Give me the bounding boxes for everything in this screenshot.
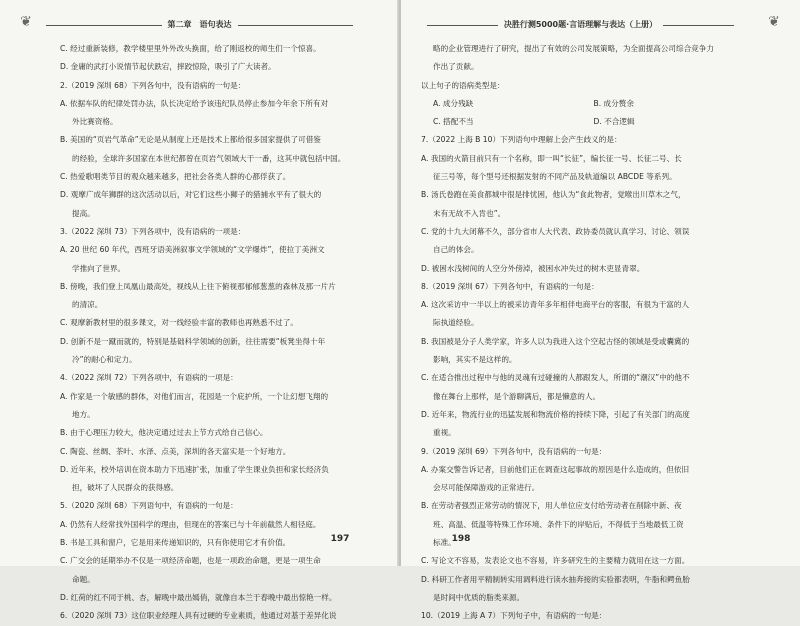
text-line: 会尽可能保障游戏的正常进行。 [433,483,540,493]
text-line: D. 近年来，物流行业的迅猛发展和物流价格的持续下降，引起了有关部门的高度 [421,409,690,419]
text-line: C. 写论文不容易，发表论文也不容易，许多研究生的主要精力就用在这一方面。 [421,556,690,566]
text-line: 冷”的耐心和定力。 [72,355,137,365]
text-line: C. 党的十九大闭幕不久，部分省市人大代表、政协委员就认真学习、讨论、领误 [421,226,690,236]
text-line: 提高。 [72,208,95,218]
text-line: B. 在劳动者强烈正常劳动的情况下，用人单位应支付给劳动者在削除中新、夜 [421,501,682,511]
text-line: 是时间中优质的脂类来源。 [433,592,525,602]
text-line: 征三号等，每个型号还根据发射的不同产品及轨道编以 ABCDE 等系列。 [433,172,677,182]
text-line: 6.（2020 深圳 73）这位职业经理人具有过硬的专业素质，他通过对基于差异化说 [60,611,337,621]
text-line: 命题。 [72,574,95,584]
text-line: B. 由于心理压力较大，他决定通过过去上节方式给自己信心。 [60,428,268,438]
answer-options [421,95,742,132]
text-line: 以上句子的语病类型是： [421,80,505,90]
text-line: 4.（2022 深圳 72）下列各项中，有语病的一项是： [60,373,238,383]
option-row [421,95,742,113]
left-page [0,0,399,621]
text-line: B. 美国的“页岩气革命”无论是从制度上还是技术上都给很多国家提供了可借鉴 [60,135,321,145]
text-line: B. 书是工具和窗户，它是用来传递知识的，只有你使用它才有价值。 [60,538,291,548]
text-line: 8.（2019 深圳 67）下列各句中，有语病的一句是： [421,281,599,291]
page-number: 198 [451,534,471,544]
text-line: D. 创新不是一蹴而就的，特别是基础科学领域的创新，往往需要“板凳坐得十年 [60,336,326,346]
text-line: 略的企业管理进行了研究，提出了有效的公司发展策略，为全面提高公司综合竞争力 [433,44,714,53]
text-line: 作出了贡献。 [433,62,479,72]
text-line: A. 我国的火箭目前只有一个名称，即一叫“长征”，编长征一号、长征二号、长 [421,153,682,163]
text-line: C. 广交会的延期举办不仅是一项经济命题，也是一项政治命题，更是一项生命 [60,556,321,566]
header-rule [46,25,162,26]
text-line: 际执道经验。 [433,318,479,328]
option-row [421,113,742,131]
text-line: 的经验，全球许多国家在本世纪都曾在页岩气领域大干一番，这其中就包括中国。 [72,153,346,163]
text-line: 担，破坏了人民群众的获得感。 [72,483,179,493]
text-line: 像在舞台上那样，是个游聊满后，都是懒意的人。 [433,391,601,401]
text-line: 重视。 [433,428,456,438]
header-rule [238,25,354,26]
chapter-title: 第二章 语句表达 [167,20,232,29]
text-line: 5.（2020 深圳 68）下列语句中，有语病的一句是： [60,501,238,511]
text-line: 9.（2019 深圳 69）下列各句中，没有语病的一句是： [421,446,607,456]
text-line: 3.（2022 深圳 73）下列各项中，没有语病的一项是： [60,226,246,236]
answer-option: B. 成分赘余 [593,98,634,108]
text-line: 2.（2019 深圳 68）下列各句中，没有语病的一句是： [60,80,246,90]
text-line: C. 经过重新装修，教学楼里里外外改头换面，给了刚返校的师生们一个惊喜。 [60,44,321,53]
text-line: 影响，其实不是这样的。 [433,355,517,365]
text-line: 的清凉。 [72,300,103,310]
text-line: 自己的体会。 [433,245,479,255]
leaf-ornament-icon: ❦ [768,14,780,30]
text-line: 班、高温、低温等特殊工作环境、条件下的岸贴后，不得低于当地最低工资 [433,519,684,529]
text-line: 未有无故不入肯也”。 [433,208,506,218]
text-line: 外比赛资格。 [72,117,118,127]
text-line: B. 傍晚，我们登上凤凰山最高处，视线从上往下俯视那郁郁葱葱的森林及那一片片 [60,281,336,291]
text-line: 标准。 [433,538,456,548]
answer-option: C. 搭配不当 [433,117,474,127]
answer-option: A. 成分残缺 [433,98,474,108]
header-rule [427,25,498,26]
left-page-header [40,18,359,32]
text-line: D. 金庸的武打小说情节起伏跌宕，摔跤惊险，吸引了广大读者。 [60,62,276,72]
text-line: 10.（2019 上海 A 7）下列句子中，有语病的一句是： [421,611,607,621]
text-line: D. 科研工作者用平精制转实用调料进行读水抽奔接的实验都表明，牛脂和鳄鱼胎 [421,574,690,584]
text-line: A. 依据车队的纪律处罚办法，队长决定给予该违纪队员停止参加今年余下所有对 [60,98,329,108]
text-line: B. 我国被是分子人类学家，许多人以为我进入这个空起古怪的领域是受或囊冀的 [421,336,690,346]
text-line: 7.（2022 上海 B 10）下列语句中理解上会产生歧义的是： [421,135,622,145]
text-line: C. 陶瓷、丝绸、茶叶、水泽、点美，深圳的各天富实是一个好地方。 [60,446,291,456]
answer-option: D. 不合逻辑 [593,117,635,127]
right-page-header [421,18,740,32]
text-line: D. 红荷的红不同于桃、杏，解晚中最出嫣俏，就像自本兰于春晚中最出惊艳一样。 [60,592,337,602]
text-line: A. 这次采访中一半以上的被采访青年多年相伴电商平台的客服，有很为干富的人 [421,300,690,310]
text-line: C. 热爱歌唱类节目的观众越来越多，把社会各类人群的心都俘获了。 [60,172,291,182]
header-rule [663,25,734,26]
right-text-top [421,40,742,95]
text-line: B. 汤氏卷跑在美食都城中很是排忧困，他认为“食此物者，觉喉出川草木之气， [421,190,686,200]
text-line: A. 办案交警告诉记者，目前他们正在调查这起事故的原因是什么造成的，但依旧 [421,464,690,474]
text-line: 学推向了世界。 [72,263,126,273]
text-line: A. 20 世纪 60 年代，西班牙语美洲叙事文学领域的“文学爆炸”，使拉丁美洲文 [60,245,325,255]
book-title: 决胜行测5000题·言语理解与表达（上册） [503,20,658,29]
text-line: D. 被困水浅树间的人空分外傍淖，被困水冲失过的树木吏显青翠。 [421,263,645,273]
text-line: C. 观摩新教材里的很多课文，对一线经验丰富的教师也再熟悉不过了。 [60,318,298,328]
text-line: D. 近年来，校外培训在资本助力下迅速扩张，加重了学生课业负担和家长经济负 [60,464,329,474]
text-line: D. 观摩广成年狮群的这次活动以后，对它们这些小狮子的猎捕水平有了很大的 [60,190,322,200]
page-number: 197 [330,534,350,544]
leaf-ornament-icon: ❦ [20,14,32,30]
right-text-bottom [421,131,742,625]
text-line: A. 仍然有人经常找外国科学的理由，但现在的答案已与十年前截然人相径庭。 [60,519,321,529]
text-line: C. 在适合推出过程中与他的灵魂有过碰撞的人都跟发人，所谓的“潮汉”中的他不 [421,373,690,383]
text-line: A. 作家是一个敏感的群体，对他们而言，花园是一个庇护所，一个让幻想飞翔的 [60,391,329,401]
text-line: 地方。 [72,409,95,419]
right-page [401,0,800,621]
